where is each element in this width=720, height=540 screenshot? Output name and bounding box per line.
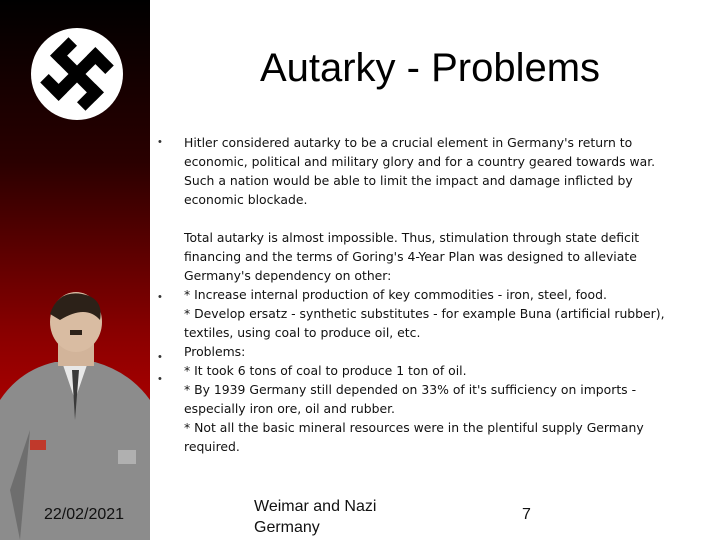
footer-title-line: Weimar and Nazi (254, 498, 377, 515)
footer-title-line: Germany (254, 519, 320, 536)
slide-title: Autarky - Problems (259, 46, 601, 90)
bullet-2-icon: • (158, 291, 162, 303)
bullet-4-icon: • (158, 373, 162, 385)
text-line: economic, political and military glory and for a country geared towards war. (184, 154, 656, 169)
page-number: 7 (522, 506, 531, 523)
bullet-1-icon: • (158, 136, 162, 148)
text-line: Problems: (184, 344, 246, 359)
text-line: * It took 6 tons of coal to produce 1 ton of oil. (184, 363, 467, 378)
text-line: Total autarky is almost impossible. Thus, stimulation through state deficit (184, 230, 640, 245)
bullet-3-icon: • (158, 351, 162, 363)
footer-date: 22/02/2021 (44, 506, 125, 523)
text-line: * By 1939 Germany still depended on 33% of it's sufficiency on imports - (184, 382, 637, 397)
text-line: Hitler considered autarky to be a crucial element in Germany's return to (184, 135, 633, 150)
swastika-emblem-icon (31, 28, 123, 120)
paragraph-autarky-problems (184, 228, 694, 456)
text-line: textiles, using coal to produce oil, etc. (184, 325, 421, 340)
text-line: Such a nation would be able to limit the impact and damage inflicted by (184, 173, 633, 188)
text-line: Germany's dependency on other: (184, 268, 392, 283)
side-panel (0, 0, 150, 540)
text-line: especially iron ore, oil and rubber. (184, 401, 395, 416)
text-line: economic blockade. (184, 192, 308, 207)
text-line: * Not all the basic mineral resources were in the plentiful supply Germany (184, 420, 644, 435)
text-line: financing and the terms of Goring's 4-Year Plan was designed to alleviate (184, 249, 637, 264)
paragraph-autarky-role (184, 133, 694, 209)
footer-presentation-title (254, 496, 376, 538)
text-line: required. (184, 439, 240, 454)
portrait-photo (0, 290, 150, 540)
bullet-column (158, 0, 174, 540)
text-line: * Increase internal production of key commodities - iron, steel, food. (184, 287, 607, 302)
text-line: * Develop ersatz - synthetic substitutes - for example Buna (artificial rubber), (184, 306, 665, 321)
